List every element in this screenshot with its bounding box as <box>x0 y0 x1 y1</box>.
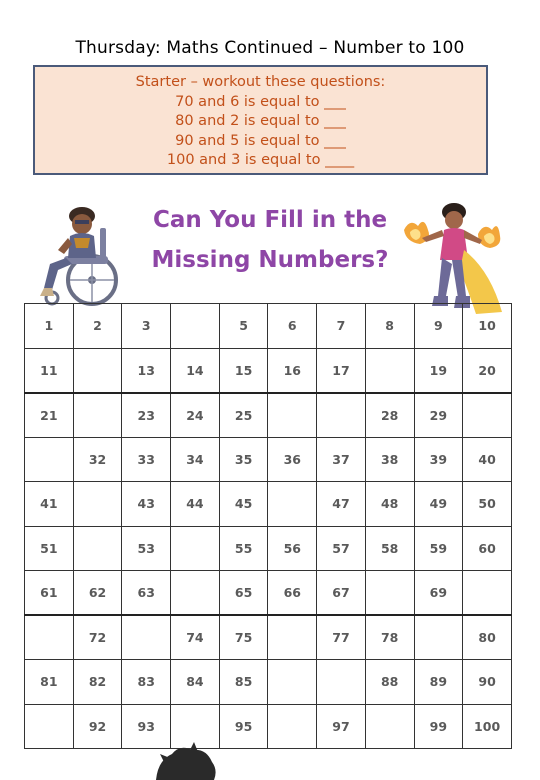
grid-cell: 63 <box>122 571 171 616</box>
grid-row <box>25 482 512 527</box>
grid-row <box>25 526 512 571</box>
grid-cell: 25 <box>219 393 268 438</box>
grid-cell: 74 <box>171 615 220 660</box>
grid-cell: 36 <box>268 437 317 482</box>
grid-cell: 92 <box>73 704 122 749</box>
starter-question-3: 90 and 5 is equal to ___ <box>175 132 346 149</box>
grid-row <box>25 348 512 393</box>
grid-cell: 84 <box>171 660 220 705</box>
grid-cell: 61 <box>25 571 74 616</box>
grid-cell: 93 <box>122 704 171 749</box>
grid-cell <box>317 660 366 705</box>
grid-row <box>25 393 512 438</box>
grid-cell: 89 <box>414 660 463 705</box>
grid-cell: 75 <box>219 615 268 660</box>
grid-cell <box>268 393 317 438</box>
grid-cell <box>414 615 463 660</box>
grid-row <box>25 571 512 616</box>
grid-cell: 33 <box>122 437 171 482</box>
grid-cell: 100 <box>463 704 512 749</box>
grid-cell <box>25 615 74 660</box>
grid-cell: 81 <box>25 660 74 705</box>
starter-question-1: 70 and 6 is equal to ___ <box>175 93 346 110</box>
grid-cell: 23 <box>122 393 171 438</box>
grid-cell: 17 <box>317 348 366 393</box>
grid-cell: 7 <box>317 304 366 349</box>
grid-cell: 2 <box>73 304 122 349</box>
fire-hero-illustration <box>398 200 508 318</box>
grid-row <box>25 304 512 349</box>
wheelchair-hero-illustration <box>30 198 135 310</box>
grid-cell: 40 <box>463 437 512 482</box>
grid-cell: 1 <box>25 304 74 349</box>
grid-row <box>25 660 512 705</box>
grid-cell: 9 <box>414 304 463 349</box>
grid-cell <box>317 393 366 438</box>
grid-cell: 65 <box>219 571 268 616</box>
grid-cell: 21 <box>25 393 74 438</box>
grid-cell: 72 <box>73 615 122 660</box>
grid-cell <box>268 615 317 660</box>
grid-cell <box>73 482 122 527</box>
grid-cell: 49 <box>414 482 463 527</box>
grid-cell: 69 <box>414 571 463 616</box>
grid-row <box>25 437 512 482</box>
grid-cell: 29 <box>414 393 463 438</box>
headline-line-2: Missing Numbers? <box>151 247 389 273</box>
grid-cell: 99 <box>414 704 463 749</box>
grid-row <box>25 704 512 749</box>
grid-cell <box>73 348 122 393</box>
grid-cell: 34 <box>171 437 220 482</box>
grid-cell: 5 <box>219 304 268 349</box>
grid-cell: 13 <box>122 348 171 393</box>
grid-cell: 11 <box>25 348 74 393</box>
grid-cell: 3 <box>122 304 171 349</box>
grid-cell: 55 <box>219 526 268 571</box>
grid-cell: 47 <box>317 482 366 527</box>
grid-cell: 58 <box>365 526 414 571</box>
grid-cell <box>25 704 74 749</box>
grid-cell: 16 <box>268 348 317 393</box>
grid-cell: 83 <box>122 660 171 705</box>
grid-cell: 32 <box>73 437 122 482</box>
grid-cell: 95 <box>219 704 268 749</box>
headline-line-1: Can You Fill in the <box>152 207 388 233</box>
grid-cell: 14 <box>171 348 220 393</box>
grid-cell: 20 <box>463 348 512 393</box>
starter-heading: Starter – workout these questions: <box>135 74 386 90</box>
starter-question-4: 100 and 3 is equal to ____ <box>166 152 355 168</box>
grid-cell <box>365 571 414 616</box>
grid-cell <box>171 526 220 571</box>
grid-cell: 56 <box>268 526 317 571</box>
grid-cell: 90 <box>463 660 512 705</box>
grid-cell: 41 <box>25 482 74 527</box>
grid-cell: 77 <box>317 615 366 660</box>
grid-cell <box>463 571 512 616</box>
grid-cell: 44 <box>171 482 220 527</box>
grid-cell: 62 <box>73 571 122 616</box>
page-title: Thursday: Maths Continued – Number to 100 <box>75 38 465 58</box>
grid-cell: 45 <box>219 482 268 527</box>
hundred-square-grid <box>24 303 512 749</box>
grid-cell: 97 <box>317 704 366 749</box>
grid-cell <box>463 393 512 438</box>
grid-cell: 60 <box>463 526 512 571</box>
grid-cell: 67 <box>317 571 366 616</box>
grid-cell <box>73 393 122 438</box>
grid-cell: 80 <box>463 615 512 660</box>
grid-cell <box>171 571 220 616</box>
grid-cell <box>171 304 220 349</box>
peeking-character-illustration <box>150 740 220 780</box>
grid-cell: 8 <box>365 304 414 349</box>
grid-cell: 66 <box>268 571 317 616</box>
grid-cell: 28 <box>365 393 414 438</box>
grid-cell: 6 <box>268 304 317 349</box>
grid-cell <box>268 660 317 705</box>
grid-row <box>25 615 512 660</box>
grid-cell: 10 <box>463 304 512 349</box>
grid-cell <box>25 437 74 482</box>
grid-cell: 51 <box>25 526 74 571</box>
grid-cell: 39 <box>414 437 463 482</box>
grid-cell: 88 <box>365 660 414 705</box>
grid-cell: 59 <box>414 526 463 571</box>
grid-cell: 50 <box>463 482 512 527</box>
grid-cell <box>122 615 171 660</box>
grid-cell: 24 <box>171 393 220 438</box>
starter-question-2: 80 and 2 is equal to ___ <box>175 113 346 129</box>
grid-cell: 85 <box>219 660 268 705</box>
grid-cell: 37 <box>317 437 366 482</box>
grid-cell: 43 <box>122 482 171 527</box>
grid-cell: 82 <box>73 660 122 705</box>
grid-cell <box>268 482 317 527</box>
grid-cell: 78 <box>365 615 414 660</box>
grid-cell: 35 <box>219 437 268 482</box>
grid-cell: 48 <box>365 482 414 527</box>
grid-cell: 57 <box>317 526 366 571</box>
starter-box <box>33 65 488 175</box>
grid-cell: 19 <box>414 348 463 393</box>
grid-cell: 38 <box>365 437 414 482</box>
grid-cell <box>365 704 414 749</box>
grid-cell <box>268 704 317 749</box>
grid-cell <box>365 348 414 393</box>
grid-cell: 15 <box>219 348 268 393</box>
worksheet-headline <box>140 200 400 280</box>
grid-cell <box>73 526 122 571</box>
grid-cell: 53 <box>122 526 171 571</box>
